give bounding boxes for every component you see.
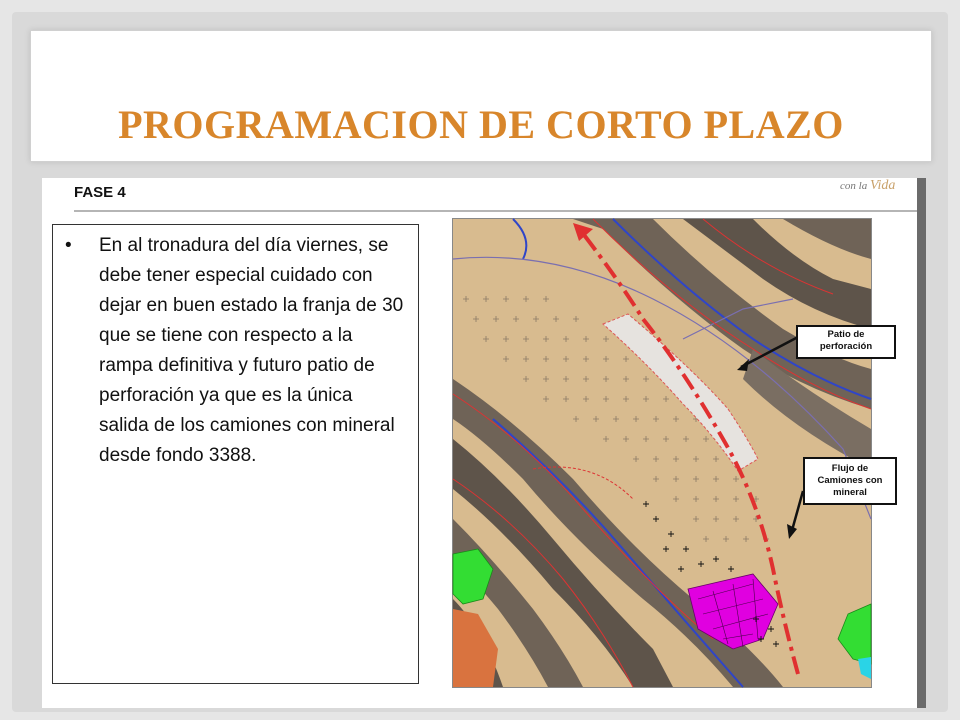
mine-plan-drawing <box>453 219 871 687</box>
slide-content <box>42 178 926 708</box>
callout-patio <box>796 325 896 359</box>
slide-edge-bar <box>917 178 926 708</box>
slide-title: PROGRAMACION DE CORTO PLAZO <box>118 102 844 147</box>
text-box <box>52 224 419 684</box>
mine-plan-map <box>452 218 883 688</box>
phase-label: FASE 4 <box>74 184 126 201</box>
callout-flujo <box>803 457 897 505</box>
callout-patio-text: Patio de perforación <box>819 329 873 352</box>
logo-prefix: con la <box>840 180 868 192</box>
title-box <box>30 30 932 162</box>
company-logo <box>840 178 895 194</box>
bullet-item <box>65 231 405 471</box>
bullet-icon: • <box>65 235 72 256</box>
logo-word: Vida <box>869 178 896 193</box>
callout-flujo-text: Flujo de Camiones con mineral <box>817 463 883 498</box>
bullet-text: En al tronadura del día viernes, se debe tener especial cuidado con dejar en buen estado la franja de 30 que se tiene con respecto a la rampa definitiva y futuro patio de perforación ya que es la única salida de los camiones con mineral desde fondo 3388. <box>99 235 404 466</box>
header-divider <box>74 210 918 212</box>
